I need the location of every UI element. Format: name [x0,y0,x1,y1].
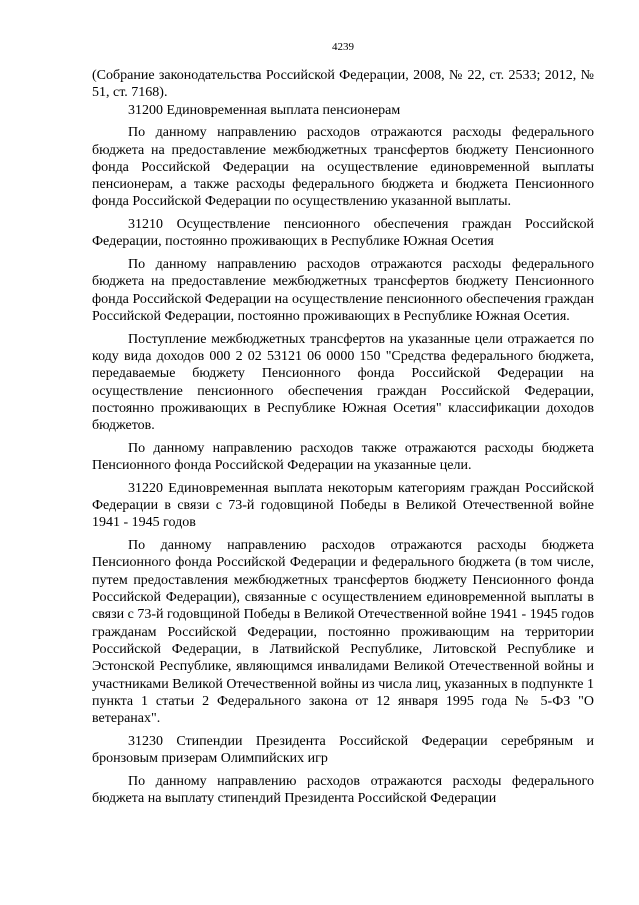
section-heading: 31210 Осуществление пенсионного обеспечения граждан Российской Федерации, постоянно проживающих в Республике Южная Осетия [92,217,594,250]
section-heading: 31200 Единовременная выплата пенсионерам [128,102,401,118]
page-number: 4239 [332,41,354,53]
paragraph: По данному направлению расходов отражаются расходы бюджета Пенсионного фонда Российской Федерации и федерального бюджета (в том числе, путем предоставления межбюджетных трансфертов бюджету Пенсионного фонда Российской Федерации), связанные с осуществлением единовременной выплаты в связи с 73-й годовщиной Победы в Великой Отечественной войне 1941 - 1945 годов гражданам Российской Федерации, постоянно проживающим на территории Российской Федерации, в Латвийской Республике, Литовской Республике и Эстонской Республике, являющимся инвалидами Великой Отечественной войны и участниками Великой Отечественной войны из числа лиц, указанных в подпункте 1 пункта 1 статьи 2 Федерального закона от 12 января 1995 года № 5-ФЗ "О ветеранах". [92,538,594,727]
paragraph: (Собрание законодательства Российской Федерации, 2008, № 22, ст. 2533; 2012, № 51, ст. 7168). [92,68,594,101]
section-heading: 31230 Стипендии Президента Российской Федерации серебряным и бронзовым призерам Олимпийских игр [92,733,594,767]
paragraph: По данному направлению расходов отражаются расходы федерального бюджета на предоставление межбюджетных трансфертов бюджету Пенсионного фонда Российской Федерации на осуществление пенсионного обеспечения граждан Российской Федерации, постоянно проживающих в Республике Южная Осетия. [92,257,594,325]
paragraph: По данному направлению расходов также отражаются расходы бюджета Пенсионного фонда Российской Федерации на указанные цели. [92,440,594,474]
section-heading: 31220 Единовременная выплата некоторым категориям граждан Российской Федерации в связи с 73-й годовщиной Победы в Великой Отечественной войне 1941 - 1945 годов [92,480,594,531]
document-body [92,67,594,813]
paragraph: По данному направлению расходов отражаются расходы федерального бюджета на предоставление межбюджетных трансфертов бюджету Пенсионного фонда Российской Федерации на осуществление единовременной выплаты пенсионерам, а также расходы федерального бюджета и бюджета Пенсионного фонда Российской Федерации по осуществлению указанной выплаты. [92,125,594,210]
paragraph: Поступление межбюджетных трансфертов на указанные цели отражается по коду вида доходов 000 2 02 53121 06 0000 150 "Средства федерального бюджета, передаваемые бюджету Пенсионного фонда Российской Федерации на осуществление пенсионного обеспечения граждан Российской Федерации, постоянно проживающих в Республике Южная Осетия" классификации доходов бюджетов. [92,331,594,434]
paragraph: По данному направлению расходов отражаются расходы федерального бюджета на выплату стипендий Президента Российской Федерации [92,773,594,807]
